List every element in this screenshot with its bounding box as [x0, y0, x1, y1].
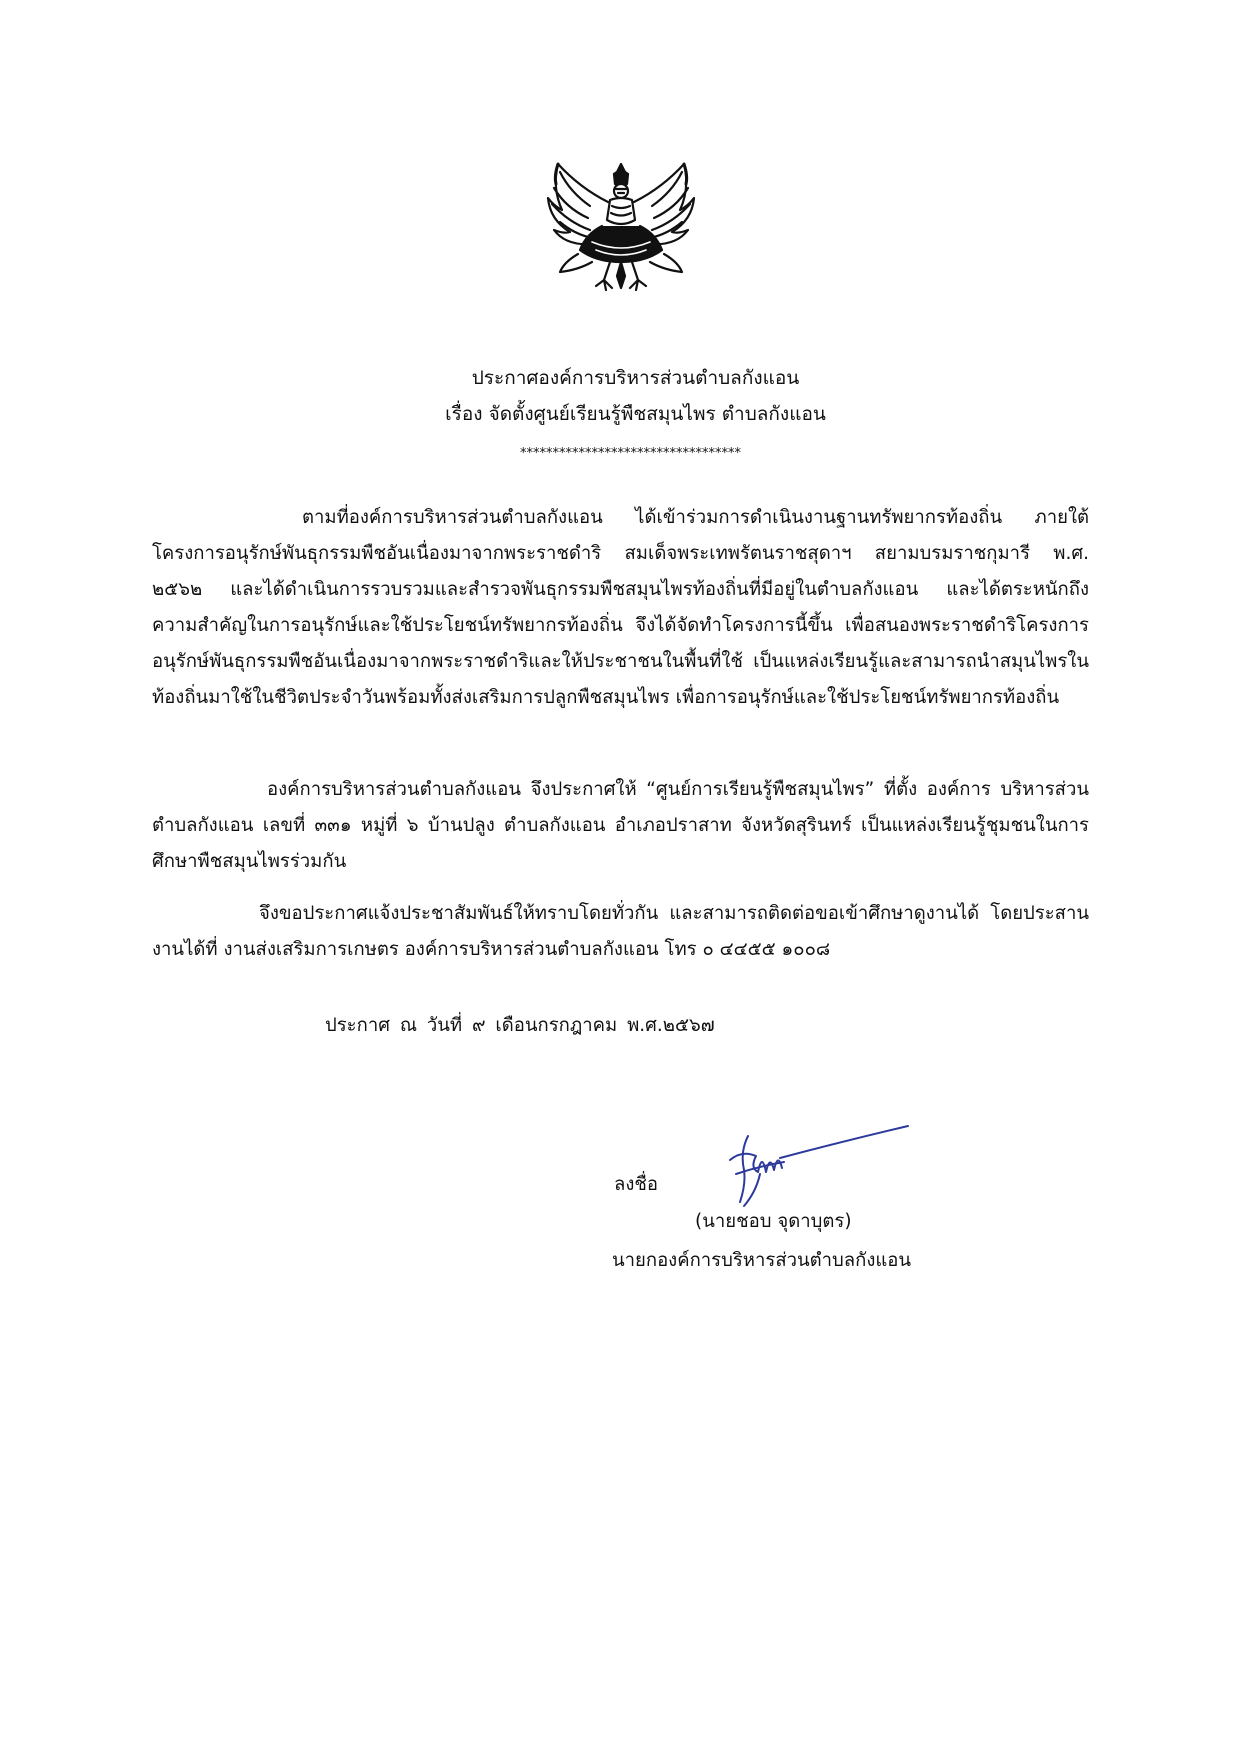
- garuda-emblem-icon: [540, 158, 702, 298]
- body-paragraph-1: ตามที่องค์การบริหารส่วนตำบลกังแอน ได้เข้าร่วมการดำเนินงานฐานทรัพยากรท้องถิ่น ภายใต้โครงการอนุรักษ์พันธุกรรมพืชอันเนื่องมาจากพระราชดำริ สมเด็จพระเทพรัตนราชสุดาฯ สยามบรมราชกุมารี พ.ศ. ๒๕๖๒ และได้ดำเนินการรวบรวมและสำรวจพันธุกรรมพืชสมุนไพรท้องถิ่นที่มีอยู่ในตำบลกังแอน และได้ตระหนักถึงความสำคัญในการอนุรักษ์และใช้ประโยชน์ทรัพยากรท้องถิ่น จึงได้จัดทำโครงการนี้ขึ้น เพื่อสนองพระราชดำริโครงการอนุรักษ์พันธุกรรมพืชอันเนื่องมาจากพระราชดำริและให้ประชาชนในพื้นที่ใช้ เป็นแหล่งเรียนรู้และสามารถนำสมุนไพรในท้องถิ่นมาใช้ในชีวิตประจำวันพร้อมทั้งส่งเสริมการปลูกพืชสมุนไพร เพื่อการอนุรักษ์และใช้ประโยชน์ทรัพยากรท้องถิ่น: [152, 507, 1089, 708]
- separator-line: **********************************: [520, 446, 741, 461]
- signer-name: (นายชอบ จุดาบุตร): [695, 1211, 852, 1232]
- body-paragraph-2: องค์การบริหารส่วนตำบลกังแอน จึงประกาศให้ “ศูนย์การเรียนรู้พืชสมุนไพร” ที่ตั้ง องค์การ บริหารส่วนตำบลกังแอน เลขที่ ๓๓๑ หมู่ที่ ๖ บ้านปลูง ตำบลกังแอน อำเภอปราสาท จังหวัดสุรินทร์ เป็นแหล่งเรียนรู้ชุมชนในการศึกษาพืชสมุนไพรร่วมกัน: [152, 779, 1089, 872]
- signer-title: นายกองค์การบริหารส่วนตำบลกังแอน: [612, 1250, 912, 1271]
- announcement-date: ประกาศ ณ วันที่ ๙ เดือนกรกฎาคม พ.ศ.๒๕๖๗: [325, 1015, 715, 1036]
- sign-label: ลงชื่อ: [614, 1174, 659, 1195]
- body-paragraph-3: จึงขอประกาศแจ้งประชาสัมพันธ์ให้ทราบโดยทั่วกัน และสามารถติดต่อขอเข้าศึกษาดูงานได้ โดยประสานงานได้ที่ งานส่งเสริมการเกษตร องค์การบริหารส่วนตำบลกังแอน โทร ๐ ๔๔๕๕ ๑๐๐๘: [152, 903, 1089, 960]
- handwritten-signature: [700, 1122, 910, 1210]
- announcement-title: ประกาศองค์การบริหารส่วนตำบลกังแอน: [471, 367, 800, 389]
- announcement-subject: เรื่อง จัดตั้งศูนย์เรียนรู้พืชสมุนไพร ตำบลกังแอน: [445, 403, 826, 425]
